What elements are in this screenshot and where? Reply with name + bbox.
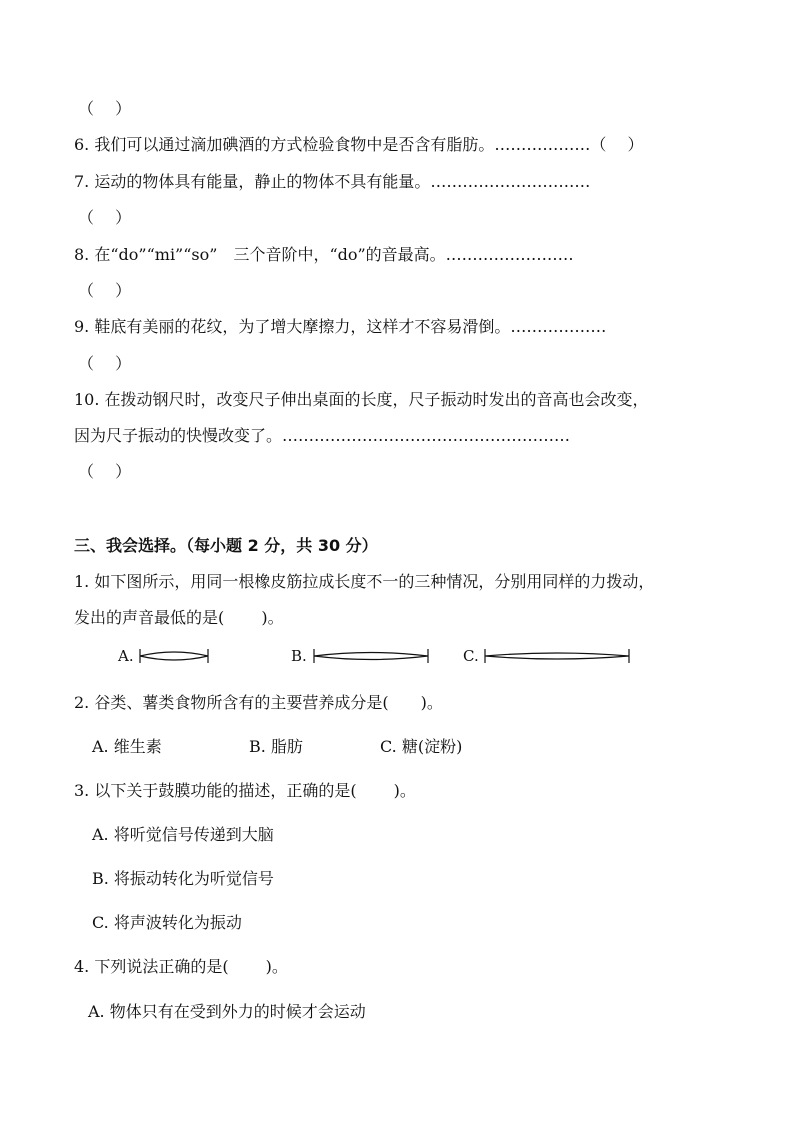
question-6: 6. 我们可以通过滴加碘酒的方式检验食物中是否含有脂肪。………………（ ） [74, 135, 644, 154]
rubber-band-b [312, 643, 430, 669]
rubber-band-a [138, 643, 210, 669]
mc3-stem: 3. 以下关于鼓膜功能的描述，正确的是( )。 [74, 781, 416, 800]
mc2-stem: 2. 谷类、薯类食物所含有的主要营养成分是( )。 [74, 693, 443, 712]
answer-paren-q10: （ ） [78, 462, 132, 481]
question-9: 9. 鞋底有美丽的花纹，为了增大摩擦力，这样才不容易滑倒。……………… [74, 317, 607, 336]
mc2-option-b: B. 脂肪 [249, 737, 303, 756]
answer-paren-q7: （ ） [78, 208, 132, 227]
rubber-band-c [483, 643, 631, 669]
mc2-option-a: A. 维生素 [92, 737, 162, 756]
mc4-stem: 4. 下列说法正确的是( )。 [74, 957, 288, 976]
mc4-option-a: A. 物体只有在受到外力的时候才会运动 [88, 1002, 366, 1021]
mc2-option-c: C. 糖(淀粉) [380, 737, 463, 756]
mc3-option-b: B. 将振动转化为听觉信号 [92, 869, 274, 888]
answer-paren-q9: （ ） [78, 354, 132, 373]
answer-paren-q5: （ ） [78, 99, 132, 118]
mc1-stem-line2: 发出的声音最低的是( )。 [74, 608, 284, 627]
rubber-band-figure [118, 643, 638, 669]
question-8: 8. 在“do”“mi”“so” 三个音阶中，“do”的音最高。…………………… [74, 245, 574, 264]
mc1-stem-line1: 1. 如下图所示，用同一根橡皮筋拉成长度不一的三种情况，分别用同样的力拨动， [74, 572, 655, 591]
answer-paren-q8: （ ） [78, 281, 132, 300]
question-10-line1: 10. 在拨动钢尺时，改变尺子伸出桌面的长度，尺子振动时发出的音高也会改变， [74, 390, 649, 409]
mc3-option-a: A. 将听觉信号传递到大脑 [92, 825, 274, 844]
question-7: 7. 运动的物体具有能量，静止的物体不具有能量。………………………… [74, 172, 591, 191]
question-10-line2: 因为尺子振动的快慢改变了。……………………………………………… [74, 426, 571, 445]
option-b-label: B. [291, 647, 307, 665]
option-a-label: A. [118, 647, 134, 665]
option-c-label: C. [463, 647, 479, 665]
section-3-title: 三、我会选择。（每小题 2 分，共 30 分） [74, 536, 378, 555]
mc3-option-c: C. 将声波转化为振动 [92, 913, 242, 932]
